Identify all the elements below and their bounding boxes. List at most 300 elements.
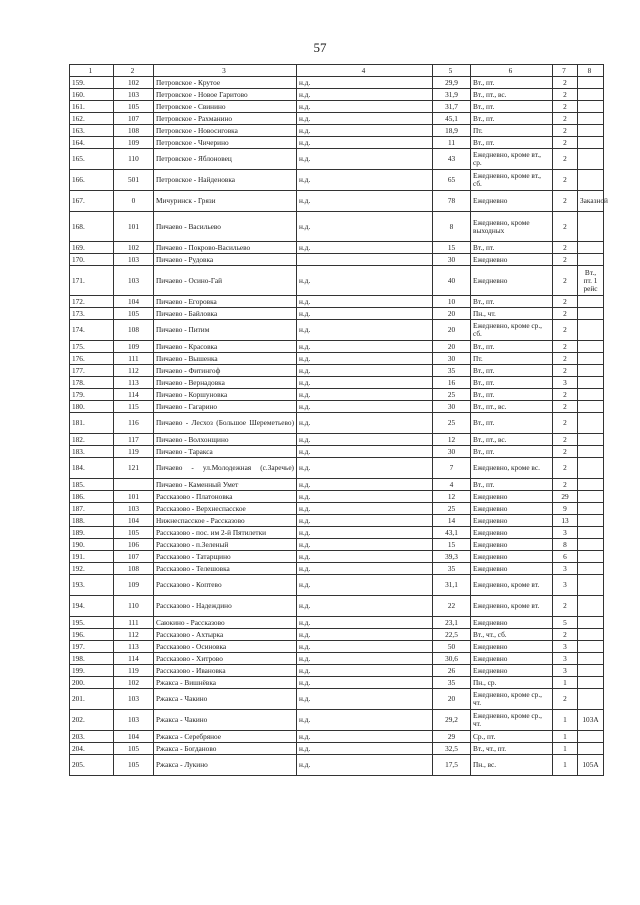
note-cell: н.д. (297, 575, 433, 596)
route-code-cell: 101 (114, 212, 154, 242)
route-name-cell: Ржакса - Чакино (154, 689, 297, 710)
note-cell: н.д. (297, 731, 433, 743)
trips-cell: 3 (553, 563, 578, 575)
schedule-days-cell: Ежедневно (471, 665, 553, 677)
schedule-days-cell: Ежедневно, кроме ср., сб. (471, 320, 553, 341)
extra-cell (578, 491, 604, 503)
schedule-days-cell: Вт., чт., пт. (471, 743, 553, 755)
route-name-cell: Рассказово - п.Зеленый (154, 539, 297, 551)
distance-cell: 65 (433, 170, 471, 191)
distance-cell: 20 (433, 341, 471, 353)
route-name-cell: Нижнеспасское - Рассказово (154, 515, 297, 527)
schedule-days-cell: Вт., чт., сб. (471, 629, 553, 641)
distance-cell: 43 (433, 149, 471, 170)
schedule-days-cell: Ежедневно (471, 254, 553, 266)
schedule-days-cell: Вт., пт. (471, 365, 553, 377)
route-code-cell: 110 (114, 149, 154, 170)
schedule-days-cell: Ежедневно (471, 266, 553, 296)
route-code-cell: 107 (114, 113, 154, 125)
route-code-cell: 112 (114, 629, 154, 641)
extra-cell (578, 308, 604, 320)
trips-cell: 2 (553, 125, 578, 137)
schedule-days-cell: Ежедневно, кроме вс. (471, 458, 553, 479)
extra-cell (578, 539, 604, 551)
route-code-cell: 111 (114, 617, 154, 629)
distance-cell: 15 (433, 242, 471, 254)
table-row (70, 242, 604, 254)
extra-cell (578, 89, 604, 101)
row-number-cell: 205. (70, 755, 114, 776)
row-number-cell: 191. (70, 551, 114, 563)
trips-cell: 3 (553, 377, 578, 389)
row-number-cell: 197. (70, 641, 114, 653)
extra-cell (578, 629, 604, 641)
trips-cell: 2 (553, 413, 578, 434)
table-row (70, 617, 604, 629)
row-number-cell: 182. (70, 434, 114, 446)
row-number-cell: 193. (70, 575, 114, 596)
route-code-cell: 103 (114, 503, 154, 515)
distance-cell: 7 (433, 458, 471, 479)
row-number-cell: 194. (70, 596, 114, 617)
extra-cell (578, 665, 604, 677)
distance-cell: 11 (433, 137, 471, 149)
table-row (70, 113, 604, 125)
note-cell: н.д. (297, 77, 433, 89)
column-header: 7 (553, 65, 578, 77)
row-number-cell: 165. (70, 149, 114, 170)
row-number-cell: 169. (70, 242, 114, 254)
row-number-cell: 173. (70, 308, 114, 320)
route-code-cell: 115 (114, 401, 154, 413)
table-row (70, 641, 604, 653)
schedule-days-cell: Вт., пт., вс. (471, 434, 553, 446)
route-name-cell: Петровское - Свинино (154, 101, 297, 113)
table-row (70, 365, 604, 377)
note-cell: н.д. (297, 653, 433, 665)
schedule-days-cell: Пн., вс. (471, 755, 553, 776)
schedule-days-cell: Ежедневно, кроме выходных (471, 212, 553, 242)
route-code-cell: 103 (114, 266, 154, 296)
note-cell: н.д. (297, 341, 433, 353)
trips-cell: 2 (553, 434, 578, 446)
table-row (70, 149, 604, 170)
extra-cell (578, 377, 604, 389)
row-number-cell: 183. (70, 446, 114, 458)
distance-cell: 30 (433, 401, 471, 413)
distance-cell: 17,5 (433, 755, 471, 776)
table-row (70, 308, 604, 320)
extra-cell (578, 149, 604, 170)
extra-cell (578, 341, 604, 353)
row-number-cell: 185. (70, 479, 114, 491)
distance-cell: 12 (433, 434, 471, 446)
route-code-cell: 102 (114, 677, 154, 689)
row-number-cell: 202. (70, 710, 114, 731)
row-number-cell: 163. (70, 125, 114, 137)
route-code-cell: 109 (114, 137, 154, 149)
route-code-cell: 105 (114, 527, 154, 539)
trips-cell: 1 (553, 677, 578, 689)
trips-cell: 2 (553, 353, 578, 365)
row-number-cell: 186. (70, 491, 114, 503)
table-row (70, 563, 604, 575)
trips-cell: 2 (553, 596, 578, 617)
note-cell: н.д. (297, 320, 433, 341)
route-name-cell: Пичаево - Таракса (154, 446, 297, 458)
note-cell: н.д. (297, 458, 433, 479)
row-number-cell: 181. (70, 413, 114, 434)
schedule-days-cell: Вт., пт. (471, 296, 553, 308)
note-cell: н.д. (297, 413, 433, 434)
note-cell: н.д. (297, 503, 433, 515)
schedule-days-cell: Вт., пт. (471, 446, 553, 458)
extra-cell (578, 320, 604, 341)
distance-cell: 16 (433, 377, 471, 389)
route-name-cell: Петровское - Найденовка (154, 170, 297, 191)
route-name-cell: Петровское - Рахманино (154, 113, 297, 125)
row-number-cell: 178. (70, 377, 114, 389)
note-cell: н.д. (297, 296, 433, 308)
extra-cell (578, 641, 604, 653)
extra-cell (578, 125, 604, 137)
note-cell: н.д. (297, 365, 433, 377)
trips-cell: 2 (553, 77, 578, 89)
extra-cell (578, 551, 604, 563)
schedule-days-cell: Ежедневно (471, 653, 553, 665)
schedule-days-cell: Ежедневно (471, 191, 553, 212)
table-row (70, 191, 604, 212)
extra-cell (578, 113, 604, 125)
table-row (70, 266, 604, 296)
row-number-cell: 159. (70, 77, 114, 89)
row-number-cell: 192. (70, 563, 114, 575)
route-name-cell: Рассказово - Осиновка (154, 641, 297, 653)
table-row (70, 254, 604, 266)
extra-cell (578, 242, 604, 254)
schedule-days-cell: Ежедневно, кроме вт., сб. (471, 170, 553, 191)
route-name-cell: Пичаево - ул.Молодежная (с.Заречье) (154, 458, 297, 479)
table-row (70, 377, 604, 389)
distance-cell: 35 (433, 677, 471, 689)
distance-cell: 23,1 (433, 617, 471, 629)
route-name-cell: Петровское - Новое Гаритово (154, 89, 297, 101)
extra-cell (578, 434, 604, 446)
note-cell: н.д. (297, 446, 433, 458)
table-row (70, 743, 604, 755)
note-cell: н.д. (297, 212, 433, 242)
row-number-cell: 188. (70, 515, 114, 527)
note-cell: н.д. (297, 137, 433, 149)
trips-cell: 2 (553, 242, 578, 254)
row-number-cell: 174. (70, 320, 114, 341)
table-row (70, 503, 604, 515)
table-row (70, 575, 604, 596)
row-number-cell: 184. (70, 458, 114, 479)
distance-cell: 78 (433, 191, 471, 212)
table-row (70, 77, 604, 89)
distance-cell: 8 (433, 212, 471, 242)
route-name-cell: Пичаево - Гагарино (154, 401, 297, 413)
distance-cell: 39,3 (433, 551, 471, 563)
route-code-cell: 108 (114, 125, 154, 137)
row-number-cell: 177. (70, 365, 114, 377)
trips-cell: 2 (553, 137, 578, 149)
schedule-days-cell: Вт., пт. (471, 77, 553, 89)
table-row (70, 527, 604, 539)
route-code-cell: 116 (114, 413, 154, 434)
trips-cell: 3 (553, 575, 578, 596)
extra-cell: 103А (578, 710, 604, 731)
extra-cell (578, 617, 604, 629)
route-name-cell: Пичаево - Волхонщино (154, 434, 297, 446)
row-number-cell: 201. (70, 689, 114, 710)
trips-cell: 2 (553, 341, 578, 353)
page-number: 57 (313, 40, 327, 55)
table-row (70, 665, 604, 677)
extra-cell: Заказной (578, 191, 604, 212)
route-code-cell: 0 (114, 191, 154, 212)
route-name-cell: Ржакса - Чакино (154, 710, 297, 731)
route-name-cell: Пичаево - Лесхоз (Большое Шереметьево) (154, 413, 297, 434)
route-name-cell: Пичаево - Вернадовка (154, 377, 297, 389)
route-name-cell: Ржакса - Серебряное (154, 731, 297, 743)
row-number-cell: 167. (70, 191, 114, 212)
table-row (70, 689, 604, 710)
trips-cell: 2 (553, 629, 578, 641)
schedule-days-cell: Ежедневно (471, 515, 553, 527)
extra-cell (578, 689, 604, 710)
note-cell: н.д. (297, 170, 433, 191)
extra-cell (578, 653, 604, 665)
distance-cell: 31,7 (433, 101, 471, 113)
trips-cell: 1 (553, 755, 578, 776)
route-name-cell: Рассказово - Платоновка (154, 491, 297, 503)
route-code-cell: 108 (114, 563, 154, 575)
distance-cell: 29,2 (433, 710, 471, 731)
note-cell: н.д. (297, 149, 433, 170)
route-code-cell: 107 (114, 551, 154, 563)
schedule-days-cell: Вт., пт. (471, 479, 553, 491)
extra-cell: Вт., пт. 1 рейс (578, 266, 604, 296)
route-code-cell: 117 (114, 434, 154, 446)
note-cell: н.д. (297, 596, 433, 617)
note-cell: н.д. (297, 191, 433, 212)
extra-cell (578, 401, 604, 413)
route-name-cell: Рассказово - Верхнеспасское (154, 503, 297, 515)
route-code-cell: 103 (114, 689, 154, 710)
trips-cell: 2 (553, 113, 578, 125)
note-cell: н.д. (297, 308, 433, 320)
distance-cell: 43,1 (433, 527, 471, 539)
extra-cell (578, 458, 604, 479)
route-code-cell: 106 (114, 539, 154, 551)
note-cell: н.д. (297, 551, 433, 563)
route-code-cell: 110 (114, 596, 154, 617)
route-code-cell: 112 (114, 365, 154, 377)
row-number-cell: 171. (70, 266, 114, 296)
route-code-cell: 105 (114, 101, 154, 113)
column-header: 6 (471, 65, 553, 77)
extra-cell (578, 527, 604, 539)
table-row (70, 458, 604, 479)
table-row (70, 479, 604, 491)
extra-cell: 105А (578, 755, 604, 776)
table-row (70, 170, 604, 191)
table-row (70, 551, 604, 563)
route-table (69, 64, 608, 776)
distance-cell: 31,9 (433, 89, 471, 101)
trips-cell: 2 (553, 170, 578, 191)
table-row (70, 731, 604, 743)
distance-cell: 30 (433, 353, 471, 365)
schedule-days-cell: Вт., пт. (471, 101, 553, 113)
trips-cell: 2 (553, 149, 578, 170)
extra-cell (578, 731, 604, 743)
schedule-days-cell: Ежедневно (471, 539, 553, 551)
route-name-cell: Пичаево - Вышенка (154, 353, 297, 365)
note-cell: н.д. (297, 665, 433, 677)
row-number-cell: 198. (70, 653, 114, 665)
schedule-days-cell: Вт., пт. (471, 137, 553, 149)
route-name-cell: Петровское - Крутое (154, 77, 297, 89)
trips-cell: 3 (553, 527, 578, 539)
extra-cell (578, 575, 604, 596)
trips-cell: 2 (553, 89, 578, 101)
extra-cell (578, 596, 604, 617)
extra-cell (578, 503, 604, 515)
row-number-cell: 199. (70, 665, 114, 677)
trips-cell: 8 (553, 539, 578, 551)
route-code-cell: 108 (114, 320, 154, 341)
row-number-cell: 189. (70, 527, 114, 539)
note-cell: н.д. (297, 479, 433, 491)
note-cell: н.д. (297, 113, 433, 125)
schedule-days-cell: Ежедневно, кроме вт., ср. (471, 149, 553, 170)
table-row (70, 125, 604, 137)
table-row (70, 755, 604, 776)
table-row (70, 677, 604, 689)
route-name-cell: Пичаево - Питим (154, 320, 297, 341)
route-code-cell: 114 (114, 389, 154, 401)
route-code-cell: 105 (114, 755, 154, 776)
row-number-cell: 204. (70, 743, 114, 755)
trips-cell: 6 (553, 551, 578, 563)
schedule-days-cell: Вт., пт. (471, 377, 553, 389)
route-code-cell: 119 (114, 446, 154, 458)
route-name-cell: Пичаево - Коршуновка (154, 389, 297, 401)
extra-cell (578, 101, 604, 113)
distance-cell: 25 (433, 413, 471, 434)
table-row (70, 596, 604, 617)
trips-cell: 2 (553, 212, 578, 242)
row-number-cell: 195. (70, 617, 114, 629)
distance-cell: 40 (433, 266, 471, 296)
trips-cell: 2 (553, 689, 578, 710)
row-number-cell: 190. (70, 539, 114, 551)
extra-cell (578, 563, 604, 575)
table-row (70, 320, 604, 341)
note-cell: н.д. (297, 515, 433, 527)
schedule-days-cell: Ежедневно (471, 641, 553, 653)
distance-cell: 25 (433, 389, 471, 401)
route-name-cell: Пичаево - Осино-Гай (154, 266, 297, 296)
row-number-cell: 179. (70, 389, 114, 401)
note-cell: н.д. (297, 617, 433, 629)
distance-cell: 26 (433, 665, 471, 677)
schedule-days-cell: Пн., ср. (471, 677, 553, 689)
distance-cell: 18,9 (433, 125, 471, 137)
extra-cell (578, 212, 604, 242)
route-name-cell: Рассказово - Ивановка (154, 665, 297, 677)
route-code-cell: 113 (114, 377, 154, 389)
route-code-cell: 111 (114, 353, 154, 365)
schedule-days-cell: Ежедневно, кроме вт. (471, 575, 553, 596)
note-cell: н.д. (297, 353, 433, 365)
schedule-days-cell: Вт., пт., вс. (471, 401, 553, 413)
note-cell: н.д. (297, 743, 433, 755)
distance-cell: 15 (433, 539, 471, 551)
note-cell: н.д. (297, 641, 433, 653)
table-row (70, 413, 604, 434)
table-row (70, 434, 604, 446)
route-code-cell: 101 (114, 491, 154, 503)
note-cell: н.д. (297, 434, 433, 446)
distance-cell: 22 (433, 596, 471, 617)
table-row (70, 401, 604, 413)
schedule-days-cell: Ежедневно (471, 617, 553, 629)
schedule-days-cell: Ежедневно (471, 491, 553, 503)
distance-cell: 29 (433, 731, 471, 743)
column-header: 3 (154, 65, 297, 77)
schedule-days-cell: Ежедневно (471, 551, 553, 563)
route-name-cell: Рассказово - Татарщино (154, 551, 297, 563)
schedule-days-cell: Пт. (471, 125, 553, 137)
row-number-cell: 162. (70, 113, 114, 125)
route-name-cell: Пичаево - Байловка (154, 308, 297, 320)
route-name-cell: Пичаево - Фитингоф (154, 365, 297, 377)
trips-cell: 2 (553, 266, 578, 296)
table-header-row (70, 65, 604, 77)
table-row (70, 389, 604, 401)
schedule-days-cell: Пн., чт. (471, 308, 553, 320)
route-code-cell: 105 (114, 743, 154, 755)
route-name-cell: Пичаево - Егоровка (154, 296, 297, 308)
extra-cell (578, 137, 604, 149)
trips-cell: 2 (553, 365, 578, 377)
note-cell: н.д. (297, 401, 433, 413)
table-row (70, 341, 604, 353)
trips-cell: 2 (553, 389, 578, 401)
extra-cell (578, 296, 604, 308)
distance-cell: 12 (433, 491, 471, 503)
route-code-cell: 105 (114, 308, 154, 320)
column-header: 2 (114, 65, 154, 77)
route-code-cell: 103 (114, 254, 154, 266)
distance-cell: 50 (433, 641, 471, 653)
table-row (70, 710, 604, 731)
distance-cell: 29,9 (433, 77, 471, 89)
note-cell: н.д. (297, 689, 433, 710)
route-name-cell: Пичаево - Рудовка (154, 254, 297, 266)
table-row (70, 137, 604, 149)
extra-cell (578, 170, 604, 191)
row-number-cell: 166. (70, 170, 114, 191)
row-number-cell: 164. (70, 137, 114, 149)
schedule-days-cell: Ежедневно (471, 563, 553, 575)
row-number-cell: 161. (70, 101, 114, 113)
note-cell: н.д. (297, 266, 433, 296)
